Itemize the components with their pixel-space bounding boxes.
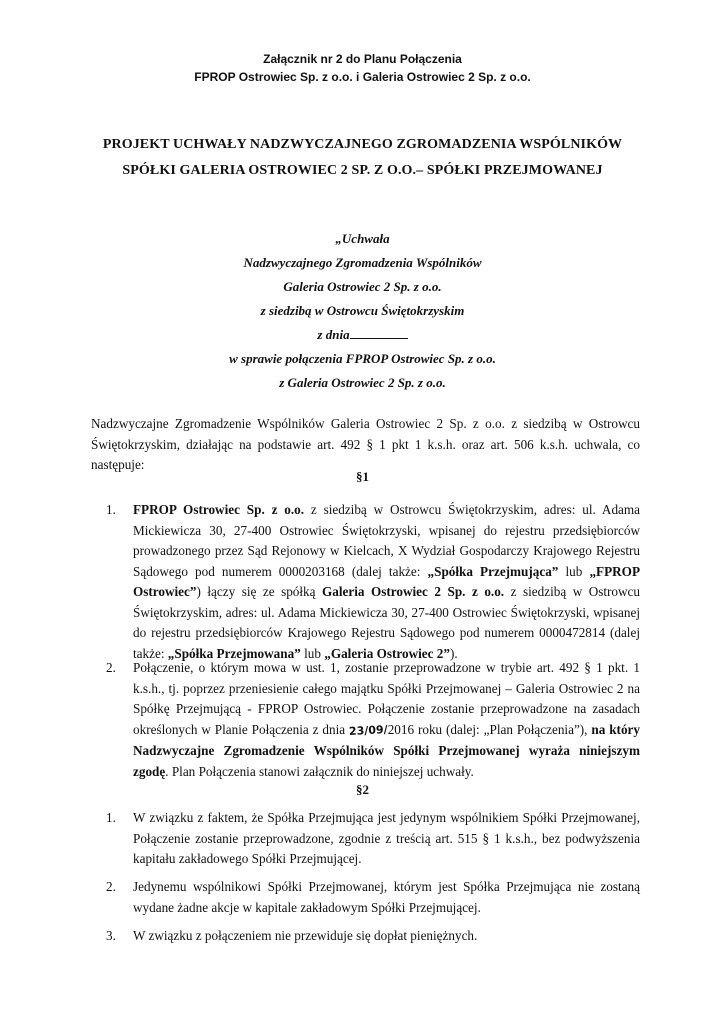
handwritten-date: 23/09/ (348, 722, 388, 738)
item-text: z siedzibą w Ostrowcu Świętokrzyskim, adres: ul. Adama Mickiewicza 30, 27-400 Ostrowiec Świętokrzyski, wpisanej do rejestru przedsiębiorców prowadzonego przez Sąd Rejonowy w Kielcach, X Wydział Gospodarczy Krajowego Rejestru Sądowego pod numerem 0000203168 (dalej także: (133, 502, 640, 579)
attachment-header (0, 50, 725, 86)
item-text: W związku z faktem, że Spółka Przejmująca jest jedynym wspólnikiem Spółki Przejmowanej, Połączenie zostanie przeprowadzone, zgodnie z treścią art. 515 § 1 k.s.h., bez podwyższenia kapitału zakładowego Spółki Przejmującej. (133, 810, 640, 866)
resolution-line-7: z Galeria Ostrowiec 2 Sp. z o.o. (279, 375, 446, 390)
resolution-line-2: Nadzwyczajnego Zgromadzenia Wspólników (243, 255, 482, 270)
item-number: 1. (106, 502, 116, 517)
item-number: 2. (106, 660, 116, 675)
item-text: lub (558, 563, 590, 579)
resolution-line-5 (0, 323, 725, 347)
item-text: 2016 roku (dalej: „Plan Połączenia”), (387, 721, 592, 737)
section-2-item-1 (106, 808, 640, 870)
item-text: lub (300, 645, 325, 661)
item-number: 2. (106, 879, 116, 894)
acquired-company-alias-2: „Galeria Ostrowiec 2” (324, 645, 450, 661)
acquiring-company-alias: „Spółka Przejmująca” (427, 563, 559, 579)
item-number: 1. (106, 810, 116, 825)
resolution-date-label: z dnia (317, 327, 350, 342)
section-1-item-2 (106, 658, 640, 782)
item-text: Połączenie, o którym mowa w ust. 1, zostanie przeprowadzone w trybie art. 492 § 1 pkt. 1 k.s.h., tj. poprzez przeniesienie całego majątku Spółki Przejmowanej – Galeria Ostrowiec 2 na Spółkę Przejmującą - FPROP Ostrowiec. Połączenie zostanie przeprowadzone na zasadach określonych w Planie Połączenia z dnia (133, 660, 640, 737)
item-text: . Plan Połączenia stanowi załącznik do niniejszej uchwały. (165, 763, 474, 779)
date-blank (350, 326, 408, 339)
section-1-item-1 (106, 500, 640, 664)
acquired-company-name: Galeria Ostrowiec 2 Sp. z o.o. (322, 584, 505, 599)
item-text: Jedynemu wspólnikowi Spółki Przejmowanej, którym jest Spółka Przejmująca nie zostaną wydane żadne akcje w kapitale zakładowym Spółki Przejmującej. (133, 879, 640, 915)
acquiring-company-name: FPROP Ostrowiec Sp. z o.o. (133, 502, 305, 517)
section-2-heading: §2 (356, 782, 369, 797)
item-text: ) łączy się ze spółką (196, 584, 323, 599)
resolution-line-4: z siedzibą w Ostrowcu Świętokrzyskim (260, 303, 465, 318)
item-text: W związku z połączeniem nie przewiduje się dopłat pieniężnych. (133, 928, 478, 943)
item-text: ). (449, 645, 458, 661)
document-title (60, 132, 665, 184)
title-line-1: PROJEKT UCHWAŁY NADZWYCZAJNEGO ZGROMADZENIA WSPÓLNIKÓW (102, 137, 623, 152)
acquiring-company-alias-2: „FPROP Ostrowiec” (133, 563, 640, 599)
item-text: z siedzibą w Ostrowcu Świętokrzyskim, adres: ul. Adama Mickiewicza 30, 27-400 Ostrowiec Świętokrzyski, wpisanej do rejestru przedsiębiorców Krajowego Rejestru Sądowego pod numerem 0000472814 (dalej także: (133, 584, 640, 661)
resolution-heading (0, 227, 725, 395)
attachment-subtitle: FPROP Ostrowiec Sp. z o.o. i Galeria Ostrowiec 2 Sp. z o.o. (194, 70, 531, 84)
section-1-heading: §1 (356, 469, 369, 484)
resolution-line-3: Galeria Ostrowiec 2 Sp. z o.o. (283, 279, 442, 294)
acquired-company-alias: „Spółka Przejmowana” (167, 645, 301, 661)
attachment-title: Załącznik nr 2 do Planu Połączenia (263, 52, 462, 66)
intro-paragraph: Nadzwyczajne Zgromadzenie Wspólników Galeria Ostrowiec 2 Sp. z o.o. z siedzibą w Ostrowcu Świętokrzyskim, działając na podstawie art. 492 § 1 pkt 1 k.s.h. oraz art. 506 k.s.h. uchwala, co następuje: (91, 416, 640, 472)
section-2-item-2 (106, 877, 640, 918)
consent-statement: na który Nadzwyczajne Zgromadzenie Wspólników Spółki Przejmowanej wyraża niniejszym zgodę (133, 721, 640, 779)
item-number: 3. (106, 928, 116, 943)
resolution-line-6: w sprawie połączenia FPROP Ostrowiec Sp. z o.o. (229, 351, 496, 366)
resolution-line-1: „Uchwała (335, 231, 390, 246)
title-line-2: SPÓŁKI GALERIA OSTROWIEC 2 SP. Z O.O.– SPÓŁKI PRZEJMOWANEJ (122, 163, 603, 178)
section-2-item-3 (106, 926, 640, 947)
